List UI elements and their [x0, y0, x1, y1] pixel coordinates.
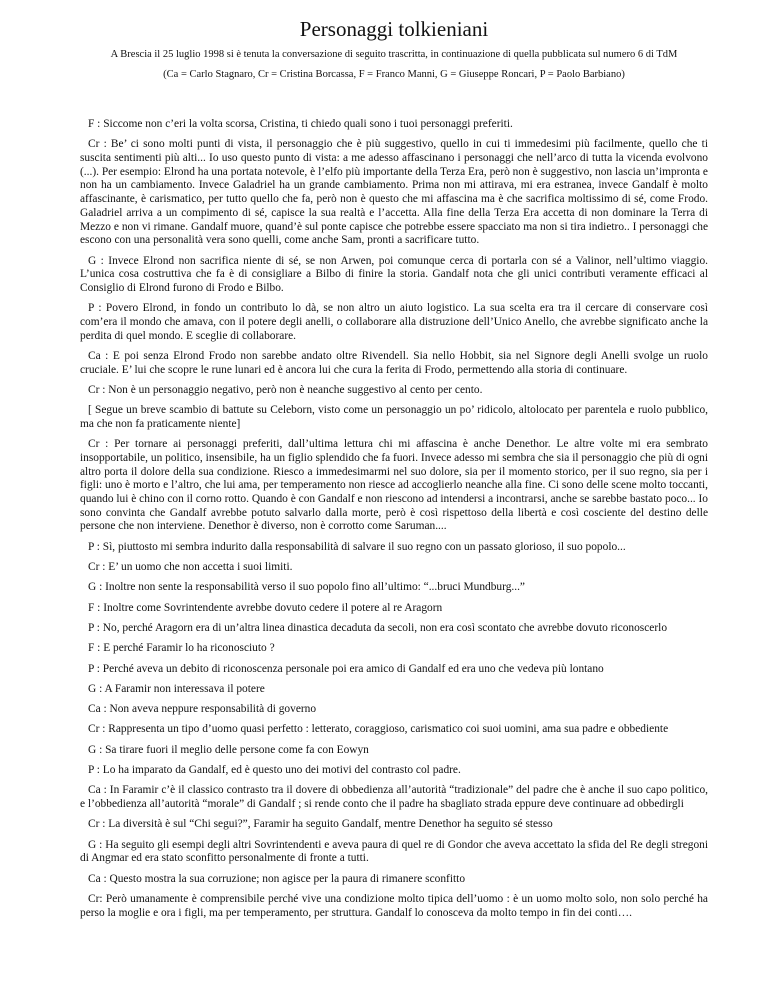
paragraph: Ca : Questo mostra la sua corruzione; non agisce per la paura di rimanere sconfitto — [88, 872, 466, 885]
paragraph: F : E perché Faramir lo ha riconosciuto ? — [88, 642, 275, 655]
paragraph: G : Ha seguito gli esempi degli altri Sovrintendenti e aveva paura di quel re di Gondor che aveva accettato la sfida del Re degli stregoni di Angmar ed era stato sconfitto personalmente di fronte a tutti. — [80, 838, 708, 865]
paragraph: Cr: Però umanamente è comprensibile perché vive una condizione molto tipica dell’uomo : è un uomo molto solo, non solo perché ha perso la moglie e ora i figli, ma per temperamento, per struttura. Gandalf lo conosceva da molto tempo in fin dei conti…. — [80, 892, 708, 919]
paragraph: P : Povero Elrond, in fondo un contributo lo dà, se non altro un aiuto logistico. La sua scelta era tra il cercare di conservare così com’era il mondo che amava, con il potere degli anelli, o collaborare alla distruzione dell’Unico Anello, che avrebbe significato anche la perdita di quel mondo. E sceglie di collaborare. — [80, 302, 708, 342]
paragraph: [ Segue un breve scambio di battute su Celeborn, visto come un personaggio un po’ ridicolo, altolocato per parentela e ruolo pubblico, ma che non fa praticamente niente] — [80, 404, 708, 430]
paragraph: P : Perché aveva un debito di riconoscenza personale poi era amico di Gandalf ed era uno che vedeva più lontano — [88, 662, 604, 675]
intro-note: A Brescia il 25 luglio 1998 si è tenuta la conversazione di seguito trascritta, in continuazione di quella pubblicata sul numero 6 di TdM — [110, 49, 678, 60]
paragraph: Cr : Per tornare ai personaggi preferiti, dall’ultima lettura chi mi affascina è anche Denethor. Le altre volte mi era sembrato insopportabile, un politico, insensibile, ha un figlio splendido che fa fuori. Invece adesso mi sembra che sia il personaggio che più di ogni altro porta il dolore della sua condizione. Riesco a immedesimarmi nel suo dolore, sia per il momento storico, per il suo regno, sia per i figli: uno è morto e l’altro, che lui ama, per temperamento non riesce ad accoglierlo neanche alla fine. Ci sono delle scene molto toccanti, quando lui è chino con il corno rotto. Quando è con Gandalf e non riescono ad intendersi a incontrarsi, anche se sarebbe bastato poco... Io sono convinta che Gandalf avrebbe potuto salvarlo dalla morte, però è così rispettoso della libertà e così cosciente del destino delle persone che non interviene. Denethor è diverso, non è corrotto come Saruman.... — [80, 438, 708, 533]
paragraph: P : Lo ha imparato da Gandalf, ed è questo uno dei motivi del contrasto col padre. — [88, 764, 461, 776]
paragraph: P : Sì, piuttosto mi sembra indurito dalla responsabilità di salvare il suo regno con un passato glorioso, il suo popolo... — [88, 540, 626, 553]
document-title: Personaggi tolkieniani — [299, 17, 489, 41]
paragraph: Cr : E’ un uomo che non accetta i suoi limiti. — [88, 561, 293, 574]
conversation-body — [80, 118, 708, 920]
paragraph: Ca : Non aveva neppure responsabilità di governo — [88, 703, 317, 716]
paragraph: Ca : E poi senza Elrond Frodo non sarebbe andato oltre Rivendell. Sia nello Hobbit, sia nel Signore degli Anelli svolge un ruolo cruciale. E’ lui che scopre le rune lunari ed è ancora lui che cura la ferita di Frodo, permettendo alla storia di continuare. — [80, 349, 708, 376]
paragraph: G : Inoltre non sente la responsabilità verso il suo popolo fino all’ultimo: “...bruci Mundburg...” — [88, 581, 525, 594]
speaker-legend: (Ca = Carlo Stagnaro, Cr = Cristina Borcassa, F = Franco Manni, G = Giuseppe Roncari, P = Paolo Barbiano) — [163, 69, 625, 80]
paragraph: G : Sa tirare fuori il meglio delle persone come fa con Eowyn — [88, 743, 369, 756]
paragraph: Cr : Rappresenta un tipo d’uomo quasi perfetto : letterato, coraggioso, carismatico coi suoi uomini, ama sua padre e obbediente — [88, 723, 669, 736]
paragraph: G : A Faramir non interessava il potere — [88, 682, 265, 695]
paragraph: G : Invece Elrond non sacrifica niente di sé, se non Arwen, poi comunque cerca di portarla con sé a Valinor, nell’ultimo viaggio. L’unica cosa costruttiva che fa è di consigliare a Bilbo di finire la storia. Gandalf nota che gli unici contributi veramente efficaci al Consiglio di Elrond furono di Frodo e Bilbo. — [80, 254, 708, 294]
paragraph: Cr : Be’ ci sono molti punti di vista, il personaggio che è più suggestivo, quello in cui ti immedesimi più facilmente, quello che ti suscita sentimenti più alti... Io uso questo punto di vista: a me adesso affascinano i personaggi che nell’arco di tutta la vicenda evolvono (...). Per esempio: Elrond ha una portata notevole, è l’elfo più importante della Terza Era, però non è suggestivo, non lascia un’impronta e non ha un cambiamento. Invece Galadriel ha un grande cambiamento. Prima non mi attirava, mi era estranea, invece Gandalf è molto affascinante, è carismatico, per tutto quello che fa, però non è questo che mi affascina ma è che sacrifica moltissimo di sé, come Frodo. Galadriel arriva a un compimento di sé, capisce la sua realtà e l’accetta. Alla fine della Terza Era accetta di non dominare la Terra di Mezzo e non vi rimane. Gandalf muore, quand’è sul ponte capisce che potrebbe essere spacciato ma non si tira indietro.. I personaggi che escono con una personalità vera sono quelli, come anche Sam, pronti a sacrificare tutto. — [80, 138, 708, 247]
paragraph: F : Inoltre come Sovrintendente avrebbe dovuto cedere il potere al re Aragorn — [88, 601, 443, 614]
paragraph: Ca : In Faramir c’è il classico contrasto tra il dovere di obbedienza all’autorità “tradizionale” del padre che è anche il suo capo politico, e l’obbedienza all’autorità “morale” di Gandalf ; si rende conto che il padre ha sbagliato strada eppure deve continuare ad obbedirgli — [80, 784, 708, 810]
paragraph: Cr : Non è un personaggio negativo, però non è neanche suggestivo al cento per cento. — [88, 383, 483, 396]
paragraph: Cr : La diversità è sul “Chi segui?”, Faramir ha seguito Gandalf, mentre Denethor ha seguito sé stesso — [88, 818, 553, 831]
paragraph: P : No, perché Aragorn era di un’altra linea dinastica decaduta da secoli, non era così scontato che avrebbe dovuto riconoscerlo — [88, 621, 668, 634]
paragraph: F : Siccome non c’eri la volta scorsa, Cristina, ti chiedo quali sono i tuoi personaggi preferiti. — [88, 118, 513, 130]
